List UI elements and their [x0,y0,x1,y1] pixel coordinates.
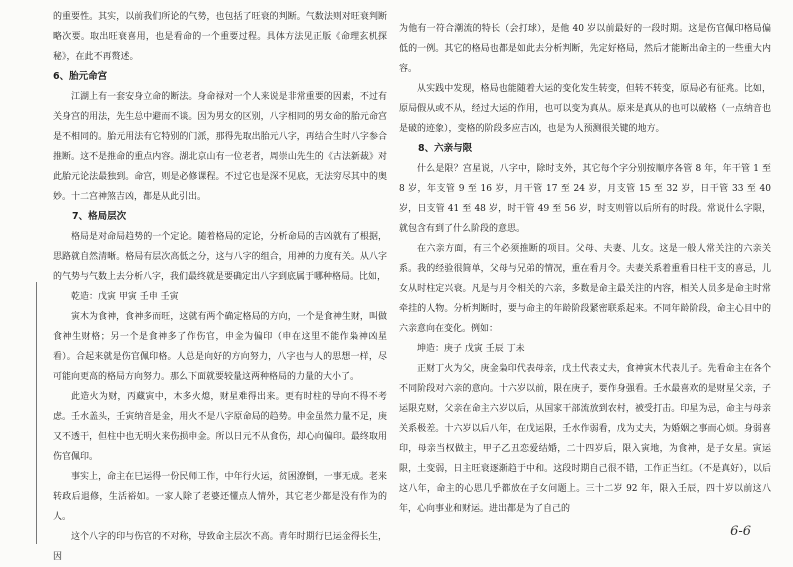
section-heading-6: 6、胎元命宫 [53,71,108,82]
paragraph: 什么是限？宫星说，八字中，除时支外，其它每个字分别按顺序各管 8 年，年干管 1 至 8 岁，年支管 9 至 16 岁，月干管 17 至 24 岁，月支管 15 至 32 岁，日干管 33 至 40 岁，日支管 41 至 48 岁，时干管 49 至 56 岁，时支则管以后所有的时段。常说什么字限，就包含有到了什么阶段的意思。 [399,164,771,234]
paragraph: 此造火为财，丙藏寅中，木多火熄，财星难得出来。更有时柱的导向不得不考虑。壬水盖头，壬寅纳音是金，用火不是八字原命局的趋势。申金虽然力量不足，庚又不透干，但柱中也无明火来伤损申金。所以日元不从食伤，却心向偏印。最终取用伤官佩印。 [53,392,387,462]
paragraph: 江湖上有一套安身立命的断法。身命禄对一个人来说是非常重要的因素，不过有关身宫的用法，先生总中避而不谈。因为男女的区别，八字相同的男女命的胎元命宫是不相同的。胎元用法有它特别的门派，那得先取出胎元八字，再结合生时八字参合推断。这不是推命的重点内容。湖北京山有一位老者，周崇山先生的《古法新裁》对此胎元论法最独到。命宫，则是必修课程。不过它也是深不见底，无法穷尽其中的奥妙。十二宫神煞吉凶，都是从此引出。 [53,92,387,202]
paragraph: 的重要性。其实，以前我们所论的气势，也包括了旺衰的判断。气数法则对旺衰判断略次要。取出旺衰喜用，也是看命的一个重要过程。具体方法见正版《命理玄机探秘》，在此不再赘述。 [53,12,387,62]
example-chart-line: 乾造：戊寅 甲寅 壬申 壬寅 [71,292,179,302]
paragraph: 在六亲方面，有三个必须推断的项目。父母、夫妻、儿女。这是一般人常关注的六亲关系。我的经验很简单，父母与兄弟的情况，重在看月令。夫妻关系着重看日柱干支的喜忌，儿女从时柱定兴衰。凡是与月令相关的六亲，多数是命主最关注的内容，相关人员多是命主时常牵挂的人物。分析判断时，要与命主的年龄阶段紧密联系起来。不同年龄阶段，命主心目中的六亲意向在变化。例如： [399,244,771,334]
scan-edge-line [36,282,37,544]
paragraph: 从实践中发现，格局也能随着大运的变化发生转变，但转不转变，原局必有征兆。比如，原局假从或不从，经过大运的作用，也可以变为真从。原来是真从的也可以破格（一点纳音也是破的迹象），变格的阶段多应吉凶，也是为人预测很关键的地方。 [399,84,771,134]
right-column [399,19,771,541]
handwritten-page-mark: 6-6 [730,524,751,539]
paragraph: 事实上，命主在巳运得一份民师工作，中年行火运，贫困潦倒，一事无成。老来转政后退修，生活裕如。一家人除了老婆还懂点人情外，其它老少都是没有作为的人。 [53,472,387,522]
paragraph: 为他有一符合潮流的特长（会打球），是他 40 岁以前最好的一段时期。这是伤官佩印格局偏低的一例。其它的格局也都是如此去分析判断，先定好格局，然后才能断出命主的一些重大内容。 [399,24,771,74]
paragraph: 这个八字的印与伤官的不对称，导致命主层次不高。青年时期行巳运金得长生，因 [53,532,387,562]
paragraph: 寅木为食神，食神多而旺，这就有两个确定格局的方向，一个是食神生财，叫做食神生财格；另一个是食神多了作伤官，申金为偏印（申在这里不能作枭神凶星看）。合起来就是伤官佩印格。人总是向好的方向努力，八字也与人的思想一样，尽可能向更高的格局方向努力。那么下面就要较量这两种格局的力量的大小了。 [53,312,387,382]
example-chart-line: 坤造：庚子 戊寅 壬辰 丁未 [417,344,525,354]
section-heading-7: 7、格局层次 [72,211,127,222]
section-heading-8: 8、六亲与限 [418,143,473,154]
paragraph: 正财丁火为父，庚金枭印代表母亲，戊土代表丈夫，食神寅木代表儿子。先看命主在各个不同阶段对六亲的意向。十六岁以前，限在庚子，要作身强看。壬水最喜欢的是财星父亲，子运限克财，父亲在命主六岁以后，从国家干部流放到农村，被受打击。印星为忌，命主与母亲关系极差。十六岁以后八年，在戊运限，壬水作弱看，戊为丈夫，为婚姻之事而心烦。身弱喜印，母亲当权做主，甲子乙丑恋爱结婚，二十四岁后，限入寅地，为食神，是子女星。寅运限，土变弱，日主旺衰逐渐趋于中和。这段时期自己很不错，工作正当红。（不是真好），以后这八年，命主的心思几乎都放在子女问题上。三十二岁 92 年，限入壬辰，四十岁以前这八年，心向事业和财运。进出都是为了自己的 [399,364,771,514]
left-column [53,7,387,567]
paragraph: 格局是对命局趋势的一个定论。随着格局的定论，分析命局的吉凶就有了根据，思路就自然清晰。格局有层次高低之分，这与八字的组合，用神的力度有关。从八字的气势与气数上去分析八字，我们最终就是要确定出八字到底属于哪种格局。比如， [53,232,387,282]
